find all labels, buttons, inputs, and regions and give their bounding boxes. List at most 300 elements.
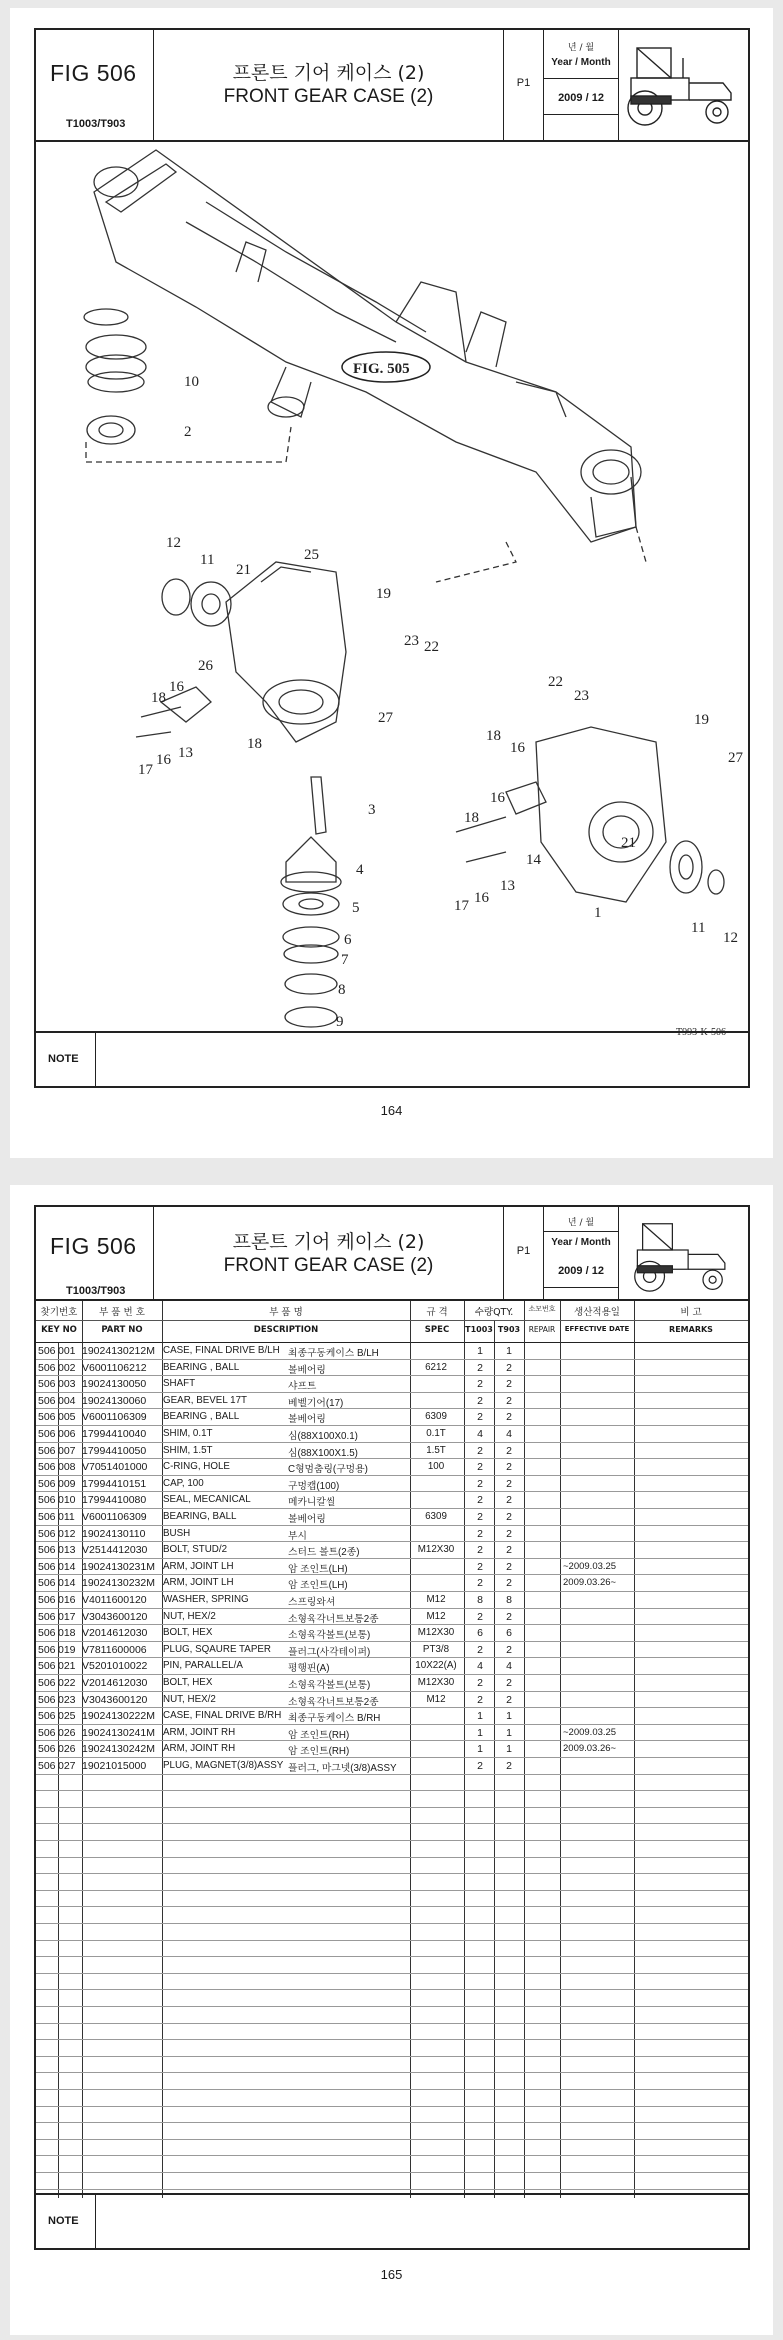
svg-text:19: 19 (376, 586, 391, 602)
cell-no: 025 (58, 1710, 76, 1723)
svg-text:16: 16 (510, 740, 525, 756)
table-row (36, 1658, 748, 1675)
cell-desc: ARM, JOINT RH (163, 1743, 236, 1755)
page-header (36, 30, 748, 142)
table-row (36, 1675, 748, 1692)
cell-key: 506 (38, 1361, 56, 1374)
table-row (36, 1642, 748, 1659)
year-month-label-ko: 년 / 월 (567, 1218, 595, 1228)
svg-text:11: 11 (200, 552, 215, 568)
svg-text:5: 5 (352, 900, 360, 916)
table-row (36, 1775, 748, 1792)
cell-part: 19024130110 (82, 1527, 146, 1540)
page-header (36, 1207, 748, 1299)
table-row (36, 1741, 748, 1758)
cell-desc-ko: 심(88X100X0.1) (288, 1431, 358, 1442)
cell-eff: ~2009.03.25 (563, 1560, 617, 1572)
cell-desc: SHIM, 0.1T (163, 1428, 213, 1439)
cell-key: 506 (38, 1577, 56, 1590)
cell-desc-ko: 소형육각너트보통2종 (288, 1696, 379, 1708)
cell-t2: 4 (506, 1428, 512, 1440)
cell-t2: 4 (506, 1660, 512, 1673)
svg-text:7: 7 (341, 952, 349, 968)
cell-desc: CASE, FINAL DRIVE B/LH (163, 1345, 280, 1356)
table-row (36, 1708, 748, 1725)
table-row (36, 1692, 748, 1709)
table-row (36, 1343, 748, 1360)
table-row (36, 1443, 748, 1460)
diagram-code: T993-K-506 (676, 1027, 726, 1035)
svg-text:11: 11 (691, 920, 706, 936)
cell-desc-ko: 스프링와셔 (288, 1597, 336, 1608)
cell-key: 506 (38, 1726, 56, 1739)
cell-desc: BOLT, HEX (163, 1627, 213, 1639)
table-row (36, 1874, 748, 1891)
col-t1003: T1003 (465, 1325, 493, 1334)
table-header (36, 1299, 748, 1343)
cell-desc: BOLT, HEX (163, 1677, 213, 1688)
year-month-label-en: Year / Month (551, 57, 611, 68)
svg-text:25: 25 (304, 547, 319, 563)
table-row (36, 1725, 748, 1742)
cell-t1: 2 (477, 1544, 483, 1557)
page-title-ko: 프론트 기어 케이스 (2) (232, 1231, 425, 1253)
cell-t2: 2 (506, 1494, 512, 1507)
tractor-cell (619, 30, 748, 140)
table-row (36, 1841, 748, 1858)
col-eff-ko: 생산적용일 (574, 1307, 620, 1318)
table-row (36, 1476, 748, 1493)
cell-t2: 6 (506, 1627, 512, 1640)
svg-text:22: 22 (548, 674, 563, 690)
cell-t1: 2 (477, 1560, 483, 1573)
cell-desc-ko: 암 조인트(RH) (288, 1746, 350, 1758)
cell-t2: 1 (506, 1710, 512, 1723)
cell-t1: 2 (477, 1760, 483, 1772)
cell-t2: 2 (506, 1693, 512, 1706)
cell-part: 17994410050 (82, 1444, 147, 1457)
page-code-cell (504, 1207, 544, 1299)
cell-desc: BEARING , BALL (163, 1361, 240, 1373)
cell-desc-ko: 암 조인트(LH) (288, 1580, 348, 1592)
cell-t2: 2 (506, 1577, 512, 1590)
col-spec-ko: 규 격 (426, 1307, 448, 1318)
cell-spec: PT3/8 (422, 1643, 450, 1655)
cell-desc: PLUG, MAGNET(3/8)ASSY (163, 1760, 283, 1771)
svg-text:22: 22 (424, 639, 439, 655)
cell-part: V7811600006 (82, 1643, 147, 1656)
cell-key: 506 (38, 1494, 56, 1507)
cell-part: 19024130050 (82, 1378, 147, 1391)
svg-text:17: 17 (454, 898, 469, 914)
cell-key: 506 (38, 1544, 56, 1557)
cell-t1: 1 (477, 1726, 483, 1739)
cell-key: 506 (38, 1677, 56, 1689)
svg-text:18: 18 (247, 736, 262, 752)
page-frame (34, 1205, 750, 2250)
cell-no: 006 (58, 1428, 76, 1440)
cell-desc: ARM, JOINT LH (163, 1577, 234, 1589)
cell-desc-ko: 소형육각볼트(보통) (288, 1680, 371, 1691)
cell-desc: ARM, JOINT RH (163, 1726, 236, 1738)
cell-t2: 2 (506, 1378, 512, 1391)
col-part: PART NO (101, 1325, 143, 1335)
issue-date: 2009 / 12 (558, 1265, 604, 1277)
cell-key: 506 (38, 1594, 56, 1606)
svg-text:10: 10 (184, 374, 199, 390)
cell-key: 506 (38, 1461, 56, 1474)
svg-text:12: 12 (166, 535, 181, 551)
col-rem: REMARKS (669, 1325, 713, 1334)
cell-part: V6001106212 (82, 1361, 147, 1374)
svg-text:17: 17 (138, 762, 153, 778)
cell-no: 018 (58, 1627, 76, 1640)
table-row (36, 2123, 748, 2140)
cell-desc: ARM, JOINT LH (163, 1560, 234, 1572)
cell-t2: 2 (506, 1361, 512, 1374)
cell-part: V7051401000 (82, 1461, 148, 1474)
col-t903: T903 (497, 1325, 521, 1334)
svg-text:27: 27 (378, 710, 393, 726)
svg-text:14: 14 (526, 852, 541, 868)
cell-no: 002 (58, 1361, 76, 1374)
table-row (36, 2090, 748, 2107)
svg-text:9: 9 (336, 1014, 344, 1030)
cell-no: 014 (58, 1560, 76, 1573)
table-row (36, 1492, 748, 1509)
cell-desc: SEAL, MECANICAL (163, 1494, 251, 1506)
cell-key: 506 (38, 1693, 56, 1706)
cell-desc-ko: C형멈춤링(구멍용) (288, 1464, 368, 1476)
note-label: NOTE (36, 1033, 96, 1086)
cell-no: 010 (58, 1494, 76, 1507)
cell-desc: PIN, PARALLEL/A (163, 1660, 243, 1672)
svg-text:8: 8 (338, 982, 346, 998)
cell-desc: GEAR, BEVEL 17T (163, 1394, 248, 1406)
title-cell (154, 30, 504, 140)
cell-key: 506 (38, 1710, 56, 1723)
cell-desc-ko: 소형육각볼트(보통) (288, 1630, 371, 1642)
cell-part: 19024130241M (82, 1726, 155, 1739)
cell-desc-ko: 볼베어링 (288, 1414, 326, 1426)
svg-text:13: 13 (178, 745, 193, 761)
table-row (36, 1426, 748, 1443)
svg-text:18: 18 (151, 690, 166, 706)
cell-no: 007 (58, 1444, 76, 1457)
cell-part: 19024130232M (82, 1577, 155, 1590)
table-row (36, 1409, 748, 1426)
cell-key: 506 (38, 1760, 56, 1772)
cell-part: V6001106309 (82, 1411, 147, 1424)
col-rem-ko: 비 고 (680, 1307, 702, 1318)
cell-no: 003 (58, 1378, 76, 1391)
cell-part: 19024130060 (82, 1394, 147, 1407)
title-cell (154, 1207, 504, 1299)
table-row (36, 1957, 748, 1974)
cell-desc-ko: 베벨기어(17) (288, 1397, 344, 1409)
svg-text:16: 16 (156, 752, 171, 768)
cell-part: V3043600120 (82, 1610, 148, 1623)
cell-t1: 2 (477, 1361, 483, 1374)
cell-desc: WASHER, SPRING (163, 1594, 249, 1605)
cell-desc-ko: 최종구동케이스 B/LH (288, 1348, 379, 1359)
cell-no: 001 (58, 1345, 76, 1357)
table-row (36, 1858, 748, 1875)
year-month-cell (544, 1207, 619, 1299)
cell-part: V5201010022 (82, 1660, 148, 1673)
table-row (36, 2007, 748, 2024)
cell-desc-ko: 평행핀(A) (288, 1663, 330, 1675)
cell-t1: 2 (477, 1411, 483, 1424)
cell-part: 17994410040 (82, 1428, 147, 1440)
cell-desc-ko: 스터드 볼트(2종) (288, 1547, 360, 1559)
cell-t2: 2 (506, 1544, 512, 1557)
col-repair-ko: 소모번호 (528, 1305, 556, 1313)
col-key-ko: 찾기번호 (40, 1307, 78, 1318)
cell-key: 506 (38, 1428, 56, 1440)
fig-number: FIG 506 (50, 60, 137, 86)
cell-key: 506 (38, 1345, 56, 1357)
page-165 (10, 1185, 773, 2335)
cell-part: 17994410151 (82, 1477, 147, 1490)
cell-t1: 2 (477, 1444, 483, 1457)
cell-t1: 6 (477, 1627, 483, 1640)
table-row (36, 1360, 748, 1377)
cell-t2: 2 (506, 1511, 512, 1523)
cell-t1: 1 (477, 1345, 483, 1357)
cell-no: 008 (58, 1461, 76, 1474)
cell-t2: 2 (506, 1643, 512, 1656)
cell-t2: 2 (506, 1444, 512, 1457)
cell-no: 026 (58, 1726, 76, 1739)
table-row (36, 1459, 748, 1476)
cell-key: 506 (38, 1394, 56, 1407)
cell-spec: 0.1T (426, 1428, 446, 1439)
cell-t1: 2 (477, 1394, 483, 1407)
table-row (36, 2040, 748, 2057)
tractor-icon (623, 38, 741, 134)
cell-part: 19024130222M (82, 1710, 155, 1723)
cell-part: V2014612030 (82, 1677, 148, 1689)
table-row (36, 1609, 748, 1626)
cell-t1: 2 (477, 1693, 483, 1706)
cell-no: 012 (58, 1527, 76, 1540)
cell-desc: SHAFT (163, 1378, 196, 1390)
table-row (36, 1990, 748, 2007)
cell-part: 19024130242M (82, 1743, 155, 1756)
cell-desc: BOLT, STUD/2 (163, 1544, 228, 1556)
svg-text:26: 26 (198, 658, 213, 674)
table-row (36, 1791, 748, 1808)
issue-date: 2009 / 12 (558, 92, 604, 104)
table-row (36, 1924, 748, 1941)
cell-desc-ko: 구멍캡(100) (288, 1480, 340, 1492)
table-row (36, 1559, 748, 1576)
cell-spec: M12 (426, 1693, 446, 1705)
cell-desc: CAP, 100 (163, 1477, 204, 1489)
cell-t2: 8 (506, 1594, 512, 1606)
cell-desc-ko: 최종구동케이스 B/RH (288, 1713, 381, 1725)
table-row (36, 1542, 748, 1559)
cell-key: 506 (38, 1660, 56, 1673)
table-row (36, 1824, 748, 1841)
model-codes: T1003/T903 (66, 118, 126, 130)
cell-no: 016 (58, 1594, 76, 1606)
cell-desc: BUSH (163, 1527, 191, 1539)
cell-part: 19024130212M (82, 1345, 155, 1357)
table-row (36, 2107, 748, 2124)
cell-t1: 2 (477, 1378, 483, 1391)
cell-spec: 1.5T (426, 1444, 446, 1456)
cell-no: 014 (58, 1577, 76, 1590)
svg-text:6: 6 (344, 932, 352, 948)
cell-t1: 2 (477, 1610, 483, 1623)
table-row (36, 1376, 748, 1393)
svg-text:19: 19 (694, 712, 709, 728)
fig-505-ref: FIG. 505 (353, 361, 410, 377)
cell-t2: 2 (506, 1677, 512, 1689)
cell-desc: CASE, FINAL DRIVE B/RH (163, 1710, 282, 1722)
cell-eff: 2009.03.26~ (563, 1743, 617, 1755)
svg-text:21: 21 (621, 835, 636, 851)
cell-key: 506 (38, 1511, 56, 1523)
tractor-cell (619, 1207, 748, 1299)
cell-t2: 2 (506, 1411, 512, 1424)
cell-spec: M12 (426, 1610, 446, 1622)
svg-text:16: 16 (474, 890, 489, 906)
cell-spec: 6309 (425, 1411, 447, 1423)
cell-desc: SHIM, 1.5T (163, 1444, 213, 1456)
cell-key: 506 (38, 1477, 56, 1490)
cell-no: 004 (58, 1394, 76, 1407)
table-row (36, 1575, 748, 1592)
table-row (36, 2140, 748, 2157)
cell-part: 17994410080 (82, 1494, 147, 1507)
cell-t1: 2 (477, 1527, 483, 1540)
col-repair: REPAIR (528, 1325, 556, 1334)
cell-key: 506 (38, 1560, 56, 1573)
cell-spec: 6212 (425, 1361, 447, 1373)
cell-part: V4011600120 (82, 1594, 147, 1606)
cell-t2: 2 (506, 1527, 512, 1540)
cell-desc: C-RING, HOLE (163, 1461, 230, 1473)
cell-t1: 2 (477, 1577, 483, 1590)
cell-t2: 1 (506, 1743, 512, 1756)
cell-part: V2514412030 (82, 1544, 148, 1557)
cell-part: 19024130231M (82, 1560, 155, 1573)
table-row (36, 1625, 748, 1642)
col-qty: 수량QTY. (474, 1307, 514, 1318)
svg-text:13: 13 (500, 878, 515, 894)
table-row (36, 1758, 748, 1775)
cell-desc-ko: 암 조인트(RH) (288, 1729, 350, 1741)
cell-part: V6001106309 (82, 1511, 147, 1523)
cell-no: 005 (58, 1411, 76, 1424)
col-spec: SPEC (424, 1325, 450, 1335)
page-number-165: 165 (380, 2267, 403, 2282)
cell-spec: 100 (427, 1461, 445, 1473)
col-eff: EFFECTIVE DATE (564, 1325, 630, 1333)
cell-key: 506 (38, 1378, 56, 1391)
table-row (36, 1941, 748, 1958)
year-month-label-ko: 년 / 월 (567, 43, 595, 53)
cell-no: 023 (58, 1693, 76, 1706)
table-row (36, 2173, 748, 2190)
table-row (36, 2073, 748, 2090)
svg-text:18: 18 (486, 728, 501, 744)
svg-text:27: 27 (728, 750, 743, 766)
note-row (36, 2193, 748, 2248)
svg-text:1: 1 (594, 905, 602, 921)
cell-desc: NUT, HEX/2 (163, 1693, 216, 1705)
page-number-164: 164 (380, 1103, 403, 1118)
page-title-ko: 프론트 기어 케이스 (2) (232, 62, 425, 84)
fig-number: FIG 506 (50, 1233, 137, 1259)
fig-cell (36, 1207, 154, 1299)
year-month-label-en: Year / Month (551, 1237, 611, 1248)
cell-no: 019 (58, 1643, 76, 1656)
cell-t2: 2 (506, 1760, 512, 1772)
svg-text:23: 23 (574, 688, 589, 704)
cell-key: 506 (38, 1444, 56, 1457)
cell-t1: 1 (477, 1710, 483, 1723)
cell-t1: 2 (477, 1511, 483, 1523)
cell-key: 506 (38, 1527, 56, 1540)
cell-key: 506 (38, 1610, 56, 1623)
page-code-cell (504, 30, 544, 140)
cell-desc-ko: 부시 (288, 1530, 307, 1542)
cell-desc: NUT, HEX/2 (163, 1610, 216, 1622)
cell-no: 011 (58, 1511, 75, 1523)
cell-key: 506 (38, 1411, 56, 1424)
cell-t1: 2 (477, 1494, 483, 1507)
cell-t1: 2 (477, 1477, 483, 1490)
cell-desc-ko: 암 조인트(LH) (288, 1563, 348, 1575)
fig-cell (36, 30, 154, 140)
year-month-cell (544, 30, 619, 140)
cell-t2: 2 (506, 1610, 512, 1623)
svg-text:16: 16 (169, 679, 184, 695)
cell-t1: 1 (477, 1743, 483, 1756)
cell-desc: BEARING , BALL (163, 1411, 240, 1423)
cell-no: 027 (58, 1760, 76, 1772)
cell-t1: 4 (477, 1428, 483, 1440)
page-code: P1 (516, 1245, 531, 1257)
svg-text:2: 2 (184, 424, 192, 440)
callout-labels (138, 352, 744, 1035)
cell-spec: M12X30 (417, 1627, 455, 1639)
cell-desc-ko: 샤프트 (288, 1381, 317, 1393)
cell-desc-ko: 플러그(사각테이퍼) (288, 1646, 371, 1658)
cell-part: V2014612030 (82, 1627, 148, 1640)
cell-t2: 2 (506, 1461, 512, 1474)
cell-desc-ko: 플러그, 마그넷(3/8)ASSY (288, 1763, 397, 1774)
cell-desc-ko: 심(88X100X1.5) (288, 1447, 358, 1459)
svg-text:4: 4 (356, 862, 364, 878)
cell-no: 022 (58, 1677, 76, 1689)
cell-no: 017 (58, 1610, 76, 1623)
tractor-icon (623, 1215, 741, 1299)
svg-text:12: 12 (723, 930, 738, 946)
note-row (36, 1031, 748, 1086)
col-part-ko: 부 품 번 호 (99, 1307, 145, 1318)
exploded-parts-diagram (36, 142, 748, 1035)
note-label: NOTE (36, 2195, 96, 2248)
table-row (36, 1592, 748, 1609)
cell-t2: 2 (506, 1560, 512, 1573)
cell-no: 009 (58, 1477, 76, 1490)
table-row (36, 1808, 748, 1825)
